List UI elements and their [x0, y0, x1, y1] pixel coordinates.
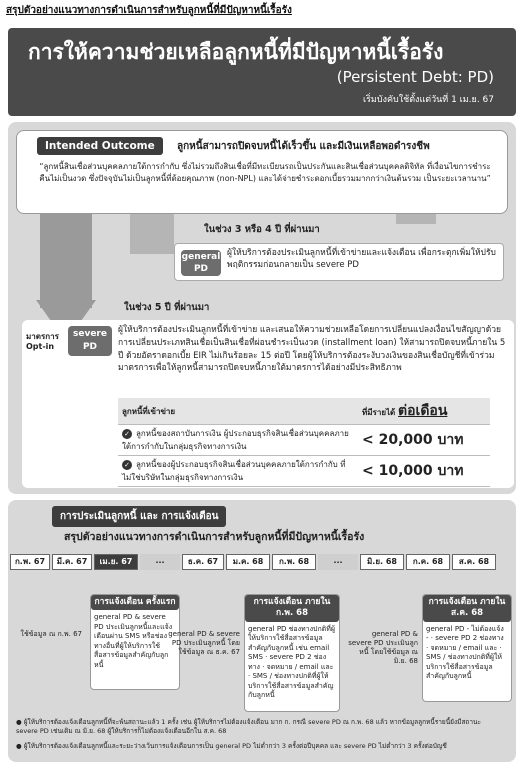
- period-5-years: ในช่วง 5 ปี ที่ผ่านมา: [124, 302, 210, 313]
- timeline-gap: ...: [140, 554, 180, 570]
- table-cell-debtor-text: ลูกหนี้ของสถาบันการเงิน ผู้ประกอบธุรกิจสินเชื่อส่วนบุคคลภายใต้การกำกับในกลุ่มธุรกิจทางการเงิน: [122, 429, 349, 451]
- eligibility-table: [118, 398, 490, 487]
- notification-card-first: [90, 594, 180, 690]
- severe-pd-pill: severe PD: [68, 326, 112, 356]
- notification-card-feb68: [244, 594, 340, 712]
- evaluation-panel: [8, 500, 516, 762]
- table-row: [118, 456, 490, 487]
- severe-pd-box: [22, 320, 514, 488]
- general-pd-pill: general PD: [181, 252, 221, 274]
- card-aug68-head: การแจ้งเตือน ภายใน ส.ค. 68: [423, 595, 511, 622]
- table-cell-debtor: [118, 425, 358, 456]
- banner-effective-date: เริ่มบังคับใช้ตั้งแต่วันที่ 1 เม.ย. 67: [363, 95, 494, 105]
- timeline-month: ส.ค. 68: [452, 554, 496, 570]
- footnote-2: ● ผู้ให้บริการต้องแจ้งเตือนลูกหนี้และระยะว่างเว้นการแจ้งเตือนการเป็น general PD ไม่ต่ำกว่า 3 ครั้งต่อปีบุคคล และ severe PD ไม่ต่ำกว่า 3 ครั้งต่อบัญชี: [16, 742, 447, 750]
- evaluation-subtitle: สรุปตัวอย่างแนวทางการดำเนินการสำหรับลูกหนี้ที่มีปัญหาหนี้เรื้อรัง: [64, 531, 365, 543]
- table-cell-income: < 10,000 บาท: [358, 456, 490, 487]
- table-header-row: [118, 398, 490, 425]
- card-first-head: การแจ้งเตือน ครั้งแรก: [91, 595, 179, 610]
- evaluation-tag: การประเมินลูกหนี้ และ การแจ้งเตือน: [52, 506, 226, 527]
- card-feb68-body: general PD ช่องทางปกติที่ผู้ให้บริการใช้สื่อสารข้อมูลสำคัญกับลูกหนี้ เช่น email SMS · severe PD 2 ช่องทาง · จดหมาย / email และ · SMS / ช่องทางปกติที่ผู้ให้บริการใช้สื่อสารข้อมูลสำคัญกับลูกหนี้: [248, 624, 335, 699]
- check-icon: ✓: [122, 460, 132, 470]
- timeline-month: ธ.ค. 67: [182, 554, 224, 570]
- timeline-month: ก.พ. 67: [10, 554, 50, 570]
- notification-card-aug68: [422, 594, 512, 702]
- timeline-month: ก.พ. 68: [272, 554, 316, 570]
- left-arrow-shaft: [40, 214, 92, 308]
- intended-outcome-box: [16, 130, 508, 214]
- timeline-month: ก.ค. 68: [406, 554, 450, 570]
- table-header-debtor: ลูกหนี้ที่เข้าข่าย: [118, 398, 358, 425]
- period-3-4-years: ในช่วง 3 หรือ 4 ปี ที่ผ่านมา: [204, 224, 320, 235]
- table-row: [118, 425, 490, 456]
- intended-outcome-headline: ลูกหนี้สามารถปิดจบหนี้ได้เร็วขึ้น และมีเงินเหลือพอดำรงชีพ: [177, 141, 430, 152]
- timeline-month-current: เม.ย. 67: [94, 554, 138, 570]
- card-feb68-head: การแจ้งเตือน ภายใน ก.พ. 68: [245, 595, 339, 622]
- card-first-body: general PD & severe PD ประเมินลูกหนี้และแจ้งเตือนผ่าน SMS หรือช่องทางอื่นที่ผู้ให้บริการใช้สื่อสารข้อมูลสำคัญกับลูกหนี้: [94, 613, 173, 669]
- footnote-1-text: ผู้ให้บริการต้องแจ้งเตือนลูกหนี้ที่จะพ้นสถานะแล้ว 1 ครั้ง เช่น ผู้ให้บริการไม่ต้องแจ้งเตือน มาก ก. กรณี severe PD ณ ก.พ. 68 แล้ว หากข้อมูลลูกหนี้รายนี้ยังมีสถานะ severe PD เช่นเดิม ณ มิ.ย. 68 ผู้ให้บริการก็ไม่ต้องแจ้งเตือนอีกใน ส.ค. 68: [16, 718, 481, 735]
- timeline-month: มี.ค. 67: [52, 554, 92, 570]
- footnote-2-text: ผู้ให้บริการต้องแจ้งเตือนลูกหนี้และระยะว่างเว้นการแจ้งเตือนการเป็น general PD ไม่ต่ำกว่า 3 ครั้งต่อปีบุคคล และ severe PD ไม่ต่ำกว่า 3 ครั้งต่อบัญชี: [23, 742, 447, 750]
- table-header-income-a: ที่มีรายได้: [362, 408, 396, 417]
- check-icon: ✓: [122, 429, 132, 439]
- table-cell-income: < 20,000 บาท: [358, 425, 490, 456]
- banner-subtitle: (Persistent Debt: PD): [336, 68, 494, 86]
- timeline: [10, 554, 514, 570]
- banner-title: การให้ความช่วยเหลือลูกหนี้ที่มีปัญหาหนี้เรื้อรัง: [28, 40, 444, 64]
- timeline-gap: ...: [318, 554, 358, 570]
- page-top-link[interactable]: สรุปตัวอย่างแนวทางการดำเนินการสำหรับลูกหนี้ที่มีปัญหาหนี้เรื้อรัง: [6, 5, 292, 16]
- timeline-month: ม.ค. 68: [226, 554, 270, 570]
- general-pd-text: ผู้ให้บริการต้องประเมินลูกหนี้ที่เข้าข่ายและแจ้งเตือน เพื่อกระตุกเพิ่มให้ปรับพฤติกรรมก่อนกลายเป็น severe PD: [227, 248, 496, 270]
- footnote-1: ● ผู้ให้บริการต้องแจ้งเตือนลูกหนี้ที่จะพ้นสถานะแล้ว 1 ครั้ง เช่น ผู้ให้บริการไม่ต้องแจ้งเตือน มาก ก. กรณี severe PD ณ ก.พ. 68 แล้ว หากข้อมูลลูกหนี้รายนี้ยังมีสถานะ severe PD เช่นเดิม ณ มิ.ย. 68 ผู้ให้บริการก็ไม่ต้องแจ้งเตือนอีกใน ส.ค. 68: [16, 718, 481, 735]
- side-note-1: ใช้ข้อมูล ณ ก.พ. 67: [20, 630, 82, 638]
- severe-pd-text: ผู้ให้บริการต้องประเมินลูกหนี้ที่เข้าข่าย และเสนอให้ความช่วยเหลือโดยการเปลี่ยนแปลงเงื่อนไขสัญญาด้วยการเปลี่ยนประเภทสินเชื่อเป็นสินเชื่อที่ผ่อนชำระเป็นงวด (installment loan) ให้สามารถปิดจบหนี้ภายใน 5 ปี ด้วยอัตราดอกเบี้ย EIR ไม่เกินร้อยละ 15 ต่อปี โดยผู้ให้บริการต้องระงับวงเงินของสินเชื่อบัญชีที่เข้าร่วมมาตรการเพื่อให้ลูกหนี้สามารถปิดจบหนี้ภายใต้มาตรการได้อย่างมีประสิทธิภาพ: [118, 325, 506, 374]
- table-cell-debtor-text: ลูกหนี้ของผู้ประกอบธุรกิจสินเชื่อส่วนบุคคลภายใต้การกำกับ ที่ไม่ใช่บริษัทในกลุ่มธุรกิจทางการเงิน: [122, 460, 346, 482]
- general-pd-box: [174, 243, 504, 281]
- side-note-2: general PD & severe PD ประเมินลูกหนี้ โดยใช้ข้อมูล ณ ธ.ค. 67: [168, 630, 240, 657]
- timeline-month: มิ.ย. 68: [360, 554, 404, 570]
- table-cell-debtor: [118, 456, 358, 487]
- intended-outcome-tag: Intended Outcome: [37, 137, 163, 155]
- title-banner: [8, 28, 516, 116]
- table-header-income-b: ต่อเดือน: [398, 403, 448, 419]
- side-note-3: general PD & severe PD ประเมินลูกหนี้ โดยใช้ข้อมูล ณ มิ.ย. 68: [348, 630, 418, 666]
- intended-outcome-body: “ลูกหนี้สินเชื่อส่วนบุคคลภายใต้การกำกับ ซึ่งไม่รวมถึงสินเชื่อที่มีทะเบียนรถเป็นประกันและสินเชื่อส่วนบุคคลดิจิทัล ที่เงื่อนไขการชำระคืนไม่เป็นงวด ซึ่งปัจจุบันไม่เป็นลูกหนี้ที่ด้อยคุณภาพ (non-NPL) และได้จ่ายชำระดอกเบี้ยรวมมากกว่าเงินต้นรวม เป็นระยะเวลานาน”: [39, 162, 491, 183]
- middle-arrow-shaft: [130, 214, 174, 254]
- opt-in-label: มาตรการ Opt-in: [26, 332, 59, 352]
- card-aug68-body: general PD - ไม่ต้องแจ้ง - · severe PD 2 ช่องทาง · จดหมาย / email และ · SMS / ช่องทางปกติที่ผู้ให้บริการใช้สื่อสารข้อมูลสำคัญกับลูกหนี้: [426, 624, 504, 681]
- table-header-income: [358, 398, 490, 425]
